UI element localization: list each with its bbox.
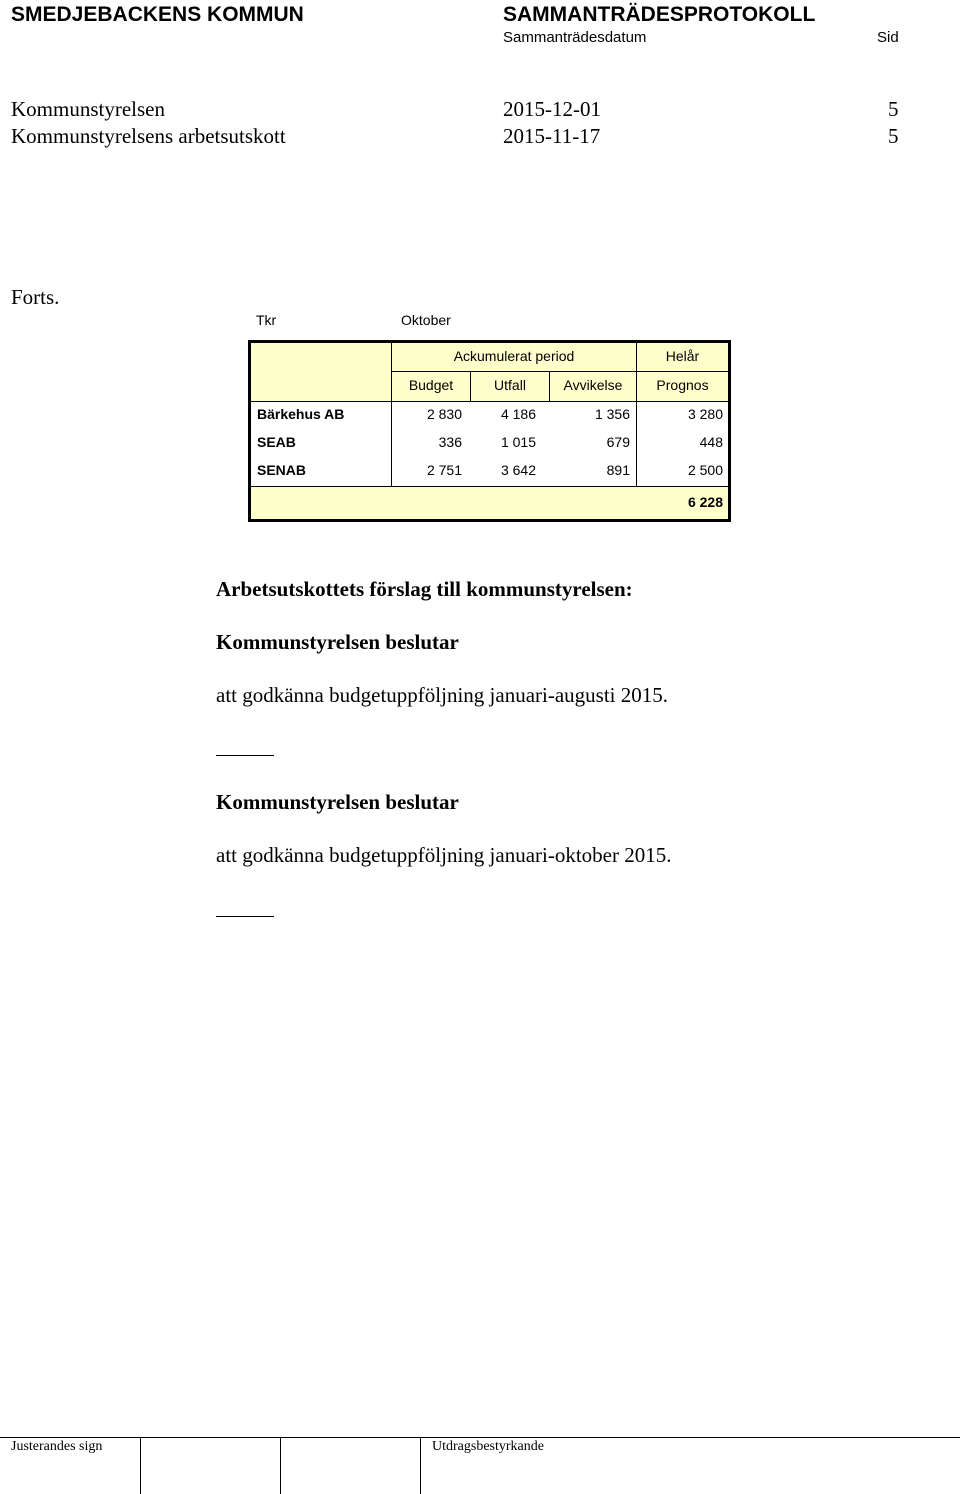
table-unit: Tkr: [256, 312, 277, 328]
org-name: SMEDJEBACKENS KOMMUN: [11, 3, 304, 26]
row-name: SEAB: [257, 434, 296, 450]
meeting-page-1: 5: [888, 97, 899, 121]
cell-avvikelse: 679: [606, 434, 630, 450]
date-label: Sammanträdesdatum: [503, 29, 647, 46]
cell-prognos: 2 500: [687, 462, 723, 478]
col-avvikelse: Avvikelse: [563, 377, 623, 393]
cell-prognos: 448: [699, 434, 723, 450]
separator-line: [216, 916, 274, 917]
cell-budget: 336: [438, 434, 462, 450]
total-value: 6 228: [687, 494, 723, 510]
cell-budget: 2 751: [426, 462, 462, 478]
cell-utfall: 1 015: [500, 434, 536, 450]
budget-table: [248, 340, 731, 522]
cert-label: Utdragsbestyrkande: [432, 1439, 544, 1454]
col-budget: Budget: [408, 377, 454, 393]
group-acc-label: Ackumulerat period: [453, 348, 575, 364]
separator-line: [216, 755, 274, 756]
meeting-date-1: 2015-12-01: [503, 97, 601, 121]
footer: [0, 1437, 960, 1494]
cell-avvikelse: 1 356: [594, 406, 630, 422]
cell-budget: 2 830: [426, 406, 462, 422]
cell-avvikelse: 891: [606, 462, 630, 478]
proposal-heading: Arbetsutskottets förslag till kommunstyrelsen:: [216, 577, 633, 601]
col-prognos: Prognos: [656, 377, 709, 393]
decision-heading-1: Kommunstyrelsen beslutar: [216, 630, 459, 654]
row-name: Bärkehus AB: [257, 406, 345, 422]
decision-text-1: att godkänna budgetuppföljning januari-augusti 2015.: [216, 683, 668, 707]
page-label: Sid: [877, 29, 899, 46]
document-type: SAMMANTRÄDESPROTOKOLL: [503, 3, 816, 26]
table-header-blank: [251, 343, 391, 401]
sign-label: Justerandes sign: [11, 1439, 103, 1454]
cell-prognos: 3 280: [687, 406, 723, 422]
row-name: SENAB: [257, 462, 307, 478]
continued-label: Forts.: [11, 285, 60, 309]
cell-utfall: 4 186: [500, 406, 536, 422]
decision-heading-2: Kommunstyrelsen beslutar: [216, 790, 459, 814]
meeting-body-2: Kommunstyrelsens arbetsutskott: [11, 124, 286, 148]
group-year-label: Helår: [665, 348, 700, 364]
meeting-body-1: Kommunstyrelsen: [11, 97, 165, 121]
col-utfall: Utfall: [494, 377, 526, 393]
meeting-page-2: 5: [888, 124, 899, 148]
meeting-date-2: 2015-11-17: [503, 124, 601, 148]
decision-text-2: att godkänna budgetuppföljning januari-oktober 2015.: [216, 843, 672, 867]
cell-utfall: 3 642: [500, 462, 536, 478]
table-period: Oktober: [401, 312, 451, 328]
